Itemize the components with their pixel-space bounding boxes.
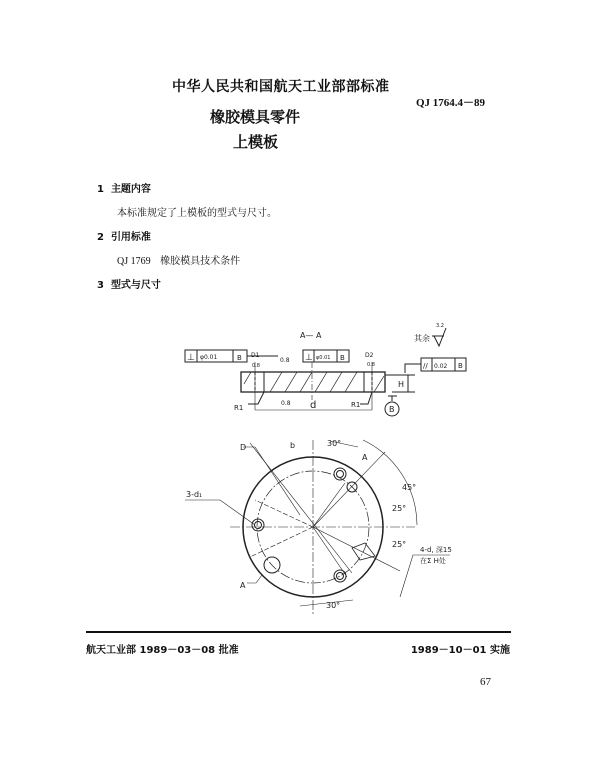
tolerance-datum: B: [340, 354, 345, 362]
parallelism-icon: //: [423, 362, 428, 370]
section-mark: A: [362, 453, 368, 462]
angle-label: 25°: [392, 540, 407, 549]
section-title: 引用标准: [110, 232, 151, 243]
standard-code: QJ 1764.4－89: [416, 97, 486, 109]
tolerance-frame-right: [405, 358, 466, 373]
radius-label: R1: [351, 401, 361, 409]
section-label: A— A: [300, 331, 322, 340]
surface-value: 3.2: [436, 323, 444, 329]
section-number: 1: [97, 184, 104, 195]
angle-label: 30°: [326, 601, 341, 610]
roughness-label: 0.8: [280, 357, 290, 364]
issuing-organization: 中华人民共和国航天工业部部标准: [172, 79, 390, 95]
footer-divider: [86, 631, 511, 633]
angle-label: 25°: [392, 504, 407, 513]
holes-3-label: 3-d₁: [186, 490, 203, 499]
tolerance-value: φ0.01: [316, 355, 331, 361]
section-number: 3: [97, 280, 104, 291]
section-title: 型式与尺寸: [110, 280, 161, 291]
tolerance-value: 0.02: [434, 363, 448, 370]
section-1-body: 本标准规定了上模板的型式与尺寸。: [117, 208, 277, 219]
datum-label: B: [389, 405, 395, 414]
document-subtitle: 上模板: [233, 133, 279, 151]
perpendicularity-icon: ⊥: [187, 353, 195, 363]
surface-note: 其余: [414, 334, 430, 343]
tolerance-value: φ0.01: [200, 354, 218, 361]
thickness-label: H: [398, 380, 405, 389]
tolerance-frame-mid: [303, 350, 349, 363]
holes-4-note: 在Σ H处: [420, 557, 446, 565]
document-title: 橡胶模具零件: [210, 108, 301, 126]
d2-label: D2: [365, 352, 374, 359]
section-mark: A: [240, 581, 246, 590]
tolerance-datum: B: [237, 354, 242, 362]
tolerance-datum: B: [458, 362, 463, 370]
reference-title: 橡胶模具技术条件: [160, 256, 241, 267]
page-number: 67: [480, 676, 491, 688]
outer-diameter-label: D: [240, 443, 247, 452]
diameter-d-label: d: [310, 400, 317, 411]
b-label: b: [290, 441, 296, 450]
roughness-label: 0.8: [367, 362, 375, 368]
holes-4-label: 4-d, 深15: [420, 546, 452, 554]
radius-label: R1: [234, 404, 244, 412]
roughness-label: 0.8: [281, 400, 291, 407]
tolerance-frame-left: [185, 350, 278, 363]
angle-label: 45°: [402, 483, 417, 492]
plan-view: [185, 439, 452, 615]
d1-label: D1: [251, 352, 260, 359]
section-number: 2: [97, 232, 104, 243]
roughness-symbol-icon: [432, 328, 446, 346]
angle-label: 30°: [327, 439, 342, 448]
perpendicularity-icon: ⊥: [305, 353, 313, 363]
approval-date: 航天工业部 1989－03－08 批准: [86, 645, 239, 656]
implementation-date: 1989－10－01 实施: [410, 645, 510, 656]
section-title: 主题内容: [110, 184, 151, 195]
roughness-label: 0.8: [252, 363, 260, 369]
reference-code: QJ 1769: [117, 256, 151, 267]
